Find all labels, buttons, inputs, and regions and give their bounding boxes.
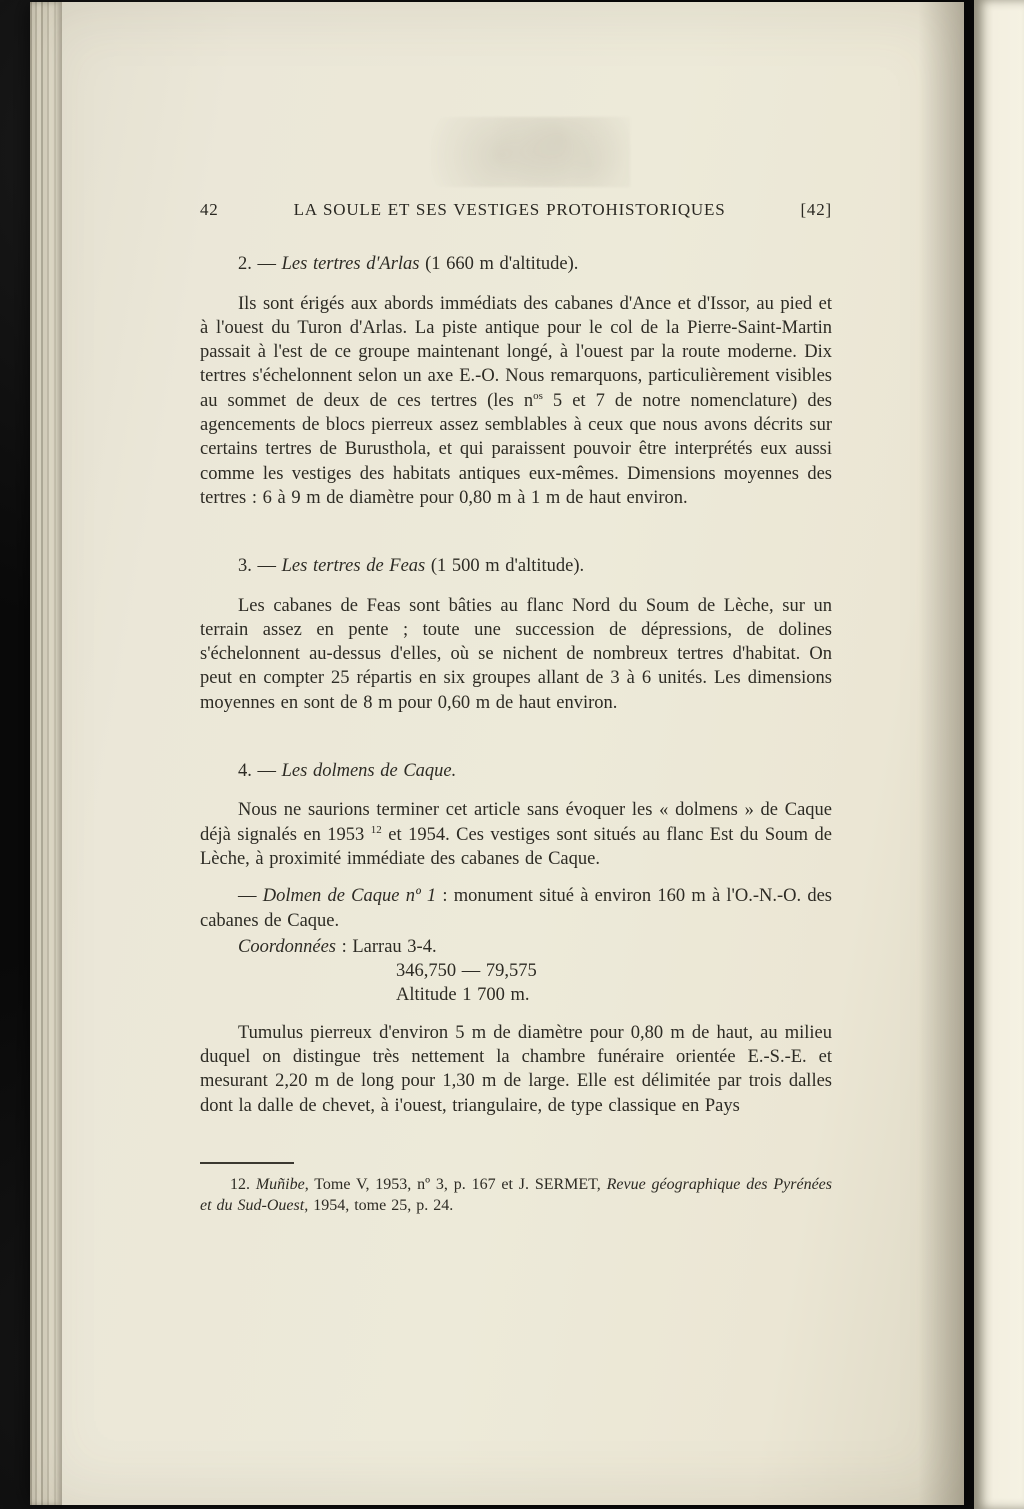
adjacent-page-edge [974, 0, 1024, 1509]
paragraph-text: 5 et 7 de notre nomenclature) des agencements de blocs pierreux assez semblables à ceux que nous avons décrits sur certains tertres de Burusthola, et qui paraissent pouvoir être interprétés eux aussi comme les vestiges des habitats antiques eux-mêmes. Dimensions moyennes des tertres : 6 à 9 m de diamètre pour 0,80 m à 1 m de haut environ. [200, 390, 833, 508]
section-tertres-feas [200, 554, 832, 715]
coordinates-block [200, 935, 832, 1008]
heading-number: 2. — [238, 254, 282, 275]
page-number-left: 42 [200, 200, 219, 219]
page-content [200, 198, 832, 1216]
heading-altitude: (1 500 m d'altitude). [425, 556, 585, 577]
section-heading [238, 554, 832, 578]
dolmen-title: Dolmen de Caque nº 1 [262, 886, 437, 907]
coordinates-label: Coordonnées [238, 936, 336, 957]
dash: — [238, 886, 263, 907]
footnote-number: 12. [230, 1175, 256, 1193]
heading-title: Les tertres de Feas [281, 556, 426, 577]
paragraph: Les cabanes de Feas sont bâties au flanc Nord du Soum de Lèche, sur un terrain assez en pente ; toute une succession de dépressions, de dolines s'échelonnent au-dessus d'elles, où se nichent de nombreux tertres d'habitat. On peut en compter 25 répartis en six groupes allant de 3 à 6 unités. Les dimensions moyennes en sont de 8 m pour 0,60 m de haut environ. [200, 595, 832, 713]
heading-title: Les tertres d'Arlas [281, 254, 420, 275]
dolmen-paragraph [200, 884, 832, 933]
heading-title: Les dolmens de Caque. [281, 761, 457, 782]
gutter-shadow [918, 2, 964, 1505]
paragraph [200, 292, 832, 511]
footnote-reference: 12 [370, 823, 382, 836]
footnote-text [200, 1174, 832, 1216]
tumulus-paragraph: Tumulus pierreux d'environ 5 m de diamètre pour 0,80 m de haut, au milieu duquel on distingue très nettement la chambre funéraire orientée E.-S.-E. et mesurant 2,20 m de long pour 1,30 m de large. Elle est délimitée par trois dalles dont la dalle de chevet, à i'ouest, triangulaire, de type classique en Pays [200, 1022, 832, 1116]
paragraph-text: Nous ne saurions terminer cet article sans évoquer les « dolmens » de Caque déjà signalés en 1953 [200, 800, 832, 845]
paragraph [200, 798, 832, 871]
footnote-text-end: , 1954, tome 25, p. 24. [304, 1196, 454, 1214]
footnote-block [200, 1162, 832, 1216]
coordinates-altitude: Altitude 1 700 m. [396, 985, 530, 1006]
paragraph-text: Ils sont érigés aux abords immédiats des cabanes d'Ance et d'Issor, au pied et à l'ouest du Turon d'Arlas. La piste antique pour le col de la Pierre-Saint-Martin passait à l'est de ce groupe maintenant longé, à l'ouest par la route moderne. Dix tertres s'échelonnent selon un axe E.-O. Nous remarquons, particulièrement visibles au sommet de deux de ces tertres (les n [200, 293, 832, 411]
page-stack-fore-edge [30, 2, 62, 1505]
book-page [30, 2, 964, 1505]
coordinates-numbers: 346,750 — 79,575 [396, 961, 537, 982]
coordinates-value: : Larrau 3-4. [335, 936, 437, 957]
paragraph-text: et 1954. Ces vestiges sont situés au flanc Est du Soum de Lèche, à proximité immédiate des cabanes de Caque. [200, 824, 832, 869]
footnote-journal-1: Muñibe [255, 1175, 305, 1193]
paragraph-text: : monument situé à environ 160 m à l'O.-N.-O. des cabanes de Caque. [200, 886, 832, 931]
heading-number: 4. — [238, 761, 282, 782]
heading-altitude: (1 660 m d'altitude). [419, 254, 579, 275]
section-dolmens-caque [200, 759, 832, 1118]
section-heading [238, 252, 832, 276]
running-header [200, 198, 832, 222]
running-title: LA SOULE ET SES VESTIGES PROTOHISTORIQUES [293, 200, 726, 219]
footnote-divider [200, 1162, 294, 1164]
footnote-text-mid: , Tome V, 1953, nº 3, p. 167 et J. SERMET, [304, 1175, 607, 1193]
section-heading [238, 759, 832, 783]
page-number-right: [42] [800, 200, 832, 219]
superscript-ordinal: os [533, 389, 543, 402]
paper-smudge [430, 117, 630, 187]
coordinates-label-line [238, 935, 832, 959]
footnote-journal-2: Revue géographique des Pyrénées et du Sud-Ouest [200, 1175, 832, 1214]
heading-number: 3. — [238, 556, 282, 577]
section-tertres-arlas [200, 252, 832, 510]
